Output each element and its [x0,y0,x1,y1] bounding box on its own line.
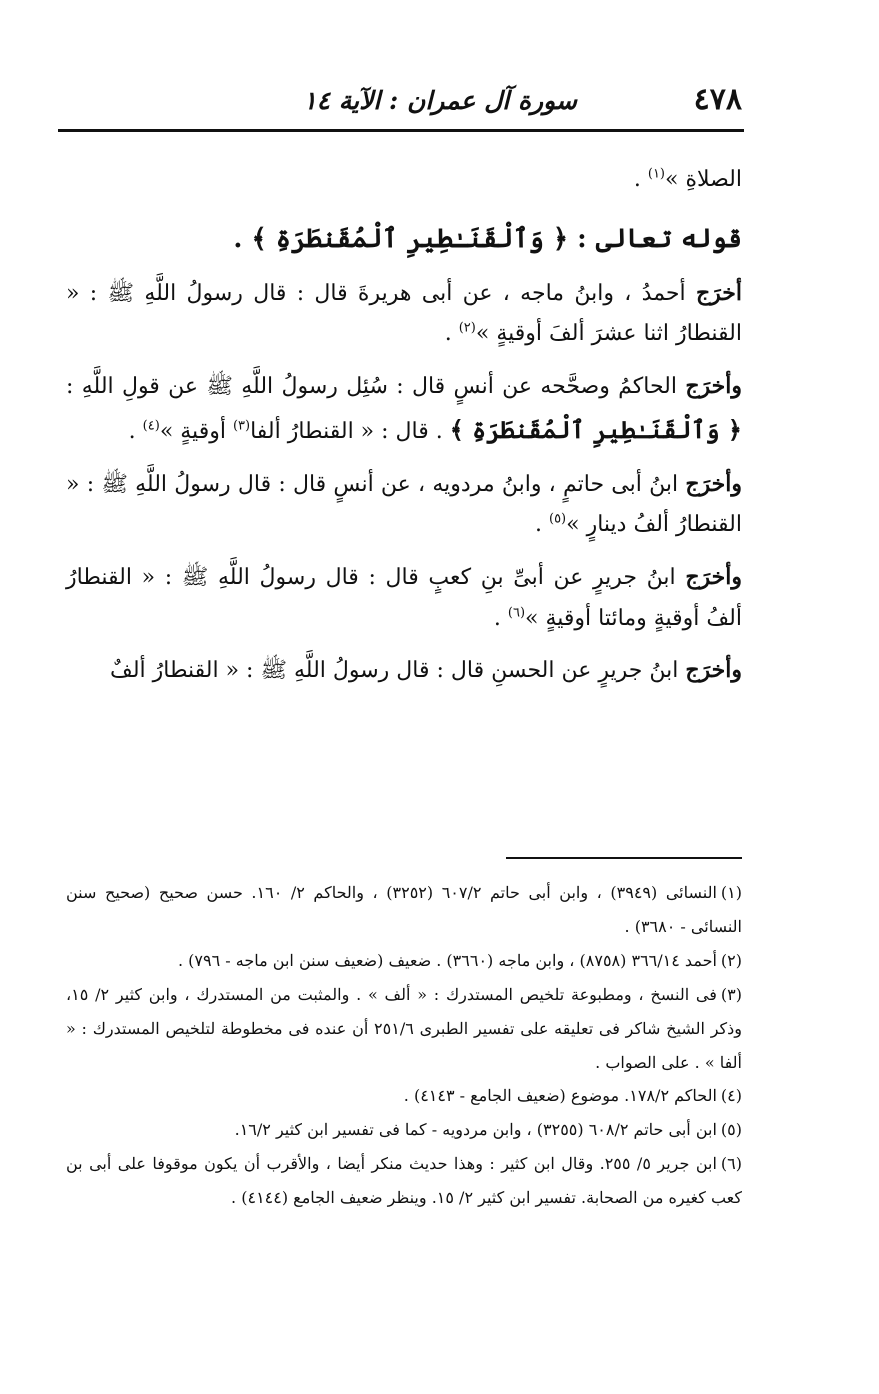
header-divider [58,129,744,132]
footnotes [66,876,742,1215]
footnote [66,944,742,978]
footnote-text: ابن جرير ٥/ ٢٥٥. وقال ابن كثير : وهذا حديث منكر أيضا ، والأقرب أن يكون موقوفا على أبى بن كعب كغيره من الصحابة. تفسير ابن كثير ٢/ ١٥. وينظر ضعيف الجامع (٤١٤٤) . [66,1154,742,1208]
footnote-number: (٤) [720,1086,742,1106]
quran-quote: ﴿ وَٱلْقَنَـٰطِيرِ ٱلْمُقَنطَرَةِ ﴾ [251,223,569,254]
footnote-text: الحاكم ١٧٨/٢. موضوع (ضعيف الجامع - ٤١٤٣) . [403,1086,717,1106]
paragraph-text: . قال : « القنطارُ ألفا [250,418,450,444]
paragraph-text: الصلاةِ » [665,167,742,192]
verse-heading-lead: قوله تعالى : [568,223,742,254]
paragraph-end: . [534,512,549,538]
paragraph-end: . [444,321,459,347]
hadith-paragraph [66,650,742,692]
footnote [66,1147,742,1215]
paragraph-lead: وأخرَج [685,657,742,684]
paragraph-text: ابنُ جريرٍ عن أبىِّ بنِ كعبٍ قال : قال رسولُ اللَّهِ ﷺ : « القنطارُ ألفُ أوقيةٍ ومائتا أوقيةٍ » [66,564,742,631]
paragraph-lead: وأخرَج [685,563,742,590]
paragraph-lead: أخرَج [695,279,742,306]
footnote-text: أحمد ٣٦٦/١٤ (٨٧٥٨) ، وابن ماجه (٣٦٦٠) . ضعيف (ضعيف سنن ابن ماجه - ٧٩٦) . [178,950,717,970]
paragraph-end: . [233,223,252,254]
footnote [66,876,742,944]
running-header [62,80,742,120]
hadith-paragraph [66,557,742,639]
paragraph-text: ابنُ جريرٍ عن الحسنِ قال : قال رسولُ اللَّهِ ﷺ : « القنطارُ ألفٌ [110,658,686,684]
verse-heading [66,215,742,263]
footnote [66,1113,742,1147]
hadith-paragraph [66,366,742,452]
footnote-ref: (٤) [142,418,160,434]
footnote [66,978,742,1080]
paragraph-continuation [66,160,742,201]
footnote-ref: (٦) [507,605,526,621]
footnote-text: النسائى (٣٩٤٩) ، وابن أبى حاتم ٦٠٧/٢ (٣٢٥٢) ، والحاكم ٢/ ١٦٠. حسن صحيح (صحيح سنن النسائى - ٣٦٨٠) . [66,883,742,936]
paragraph-end: . [493,605,508,631]
footnote-number: (٦) [720,1154,742,1174]
footnote-number: (٢) [720,950,742,970]
paragraph-end: . [128,418,143,444]
footnote-ref: (٢) [458,321,476,337]
footnote [66,1079,742,1113]
paragraph-text: ابنُ أبى حاتمٍ ، وابنُ مردويه ، عن أنسٍ قال : قال رسولُ اللَّهِ ﷺ : « القنطارُ ألفُ دينارٍ » [66,471,742,538]
paragraph-text: أوقيةٍ » [159,418,233,444]
running-title: سورة آل عمران : الآية ١٤ [303,86,577,115]
footnote-ref: (١) [647,166,665,182]
hadith-paragraph [66,464,742,546]
main-text [66,160,742,703]
footnote-text: فى النسخ ، ومطبوعة تلخيص المستدرك : « ألف » . والمثبت من المستدرك ، وابن كثير ٢/ ١٥، وذكر الشيخ شاكر فى تعليقه على تفسير الطبرى ٢٥١/٦ أن عنده فى مخطوطة لتلخيص المستدرك : « ألفا » . على الصواب . [66,984,742,1072]
footnote-number: (٥) [720,1120,742,1140]
paragraph-text: الحاكمُ وصحَّحه عن أنسٍ قال : سُئِل رسولُ اللَّهِ ﷺ عن قولِ اللَّهِ : [66,374,686,400]
footnote-divider [506,857,742,859]
hadith-paragraph [66,273,742,355]
footnote-ref: (٥) [548,511,567,527]
paragraph-lead: وأخرَج [685,470,742,497]
quran-quote: ﴿ وَٱلْقَنَـٰطِيرِ ٱلْمُقَنطَرَةِ ﴾ [449,414,742,444]
paragraph-end: . [633,167,648,192]
paragraph-lead: وأخرَج [685,373,742,400]
footnote-text: ابن أبى حاتم ٦٠٨/٢ (٣٢٥٥) ، وابن مردويه - كما فى تفسير ابن كثير ١٦/٢. [234,1120,717,1140]
footnote-number: (٣) [720,984,742,1004]
page-number: ٤٧٨ [693,82,742,117]
footnote-ref: (٣) [232,418,251,434]
footnote-number: (١) [720,883,742,902]
paragraph-text: أحمدُ ، وابنُ ماجه ، عن أبى هريرةَ قال : قال رسولُ اللَّهِ ﷺ : « القنطارُ اثنا عشرَ ألفَ أوقيةٍ » [66,280,742,347]
